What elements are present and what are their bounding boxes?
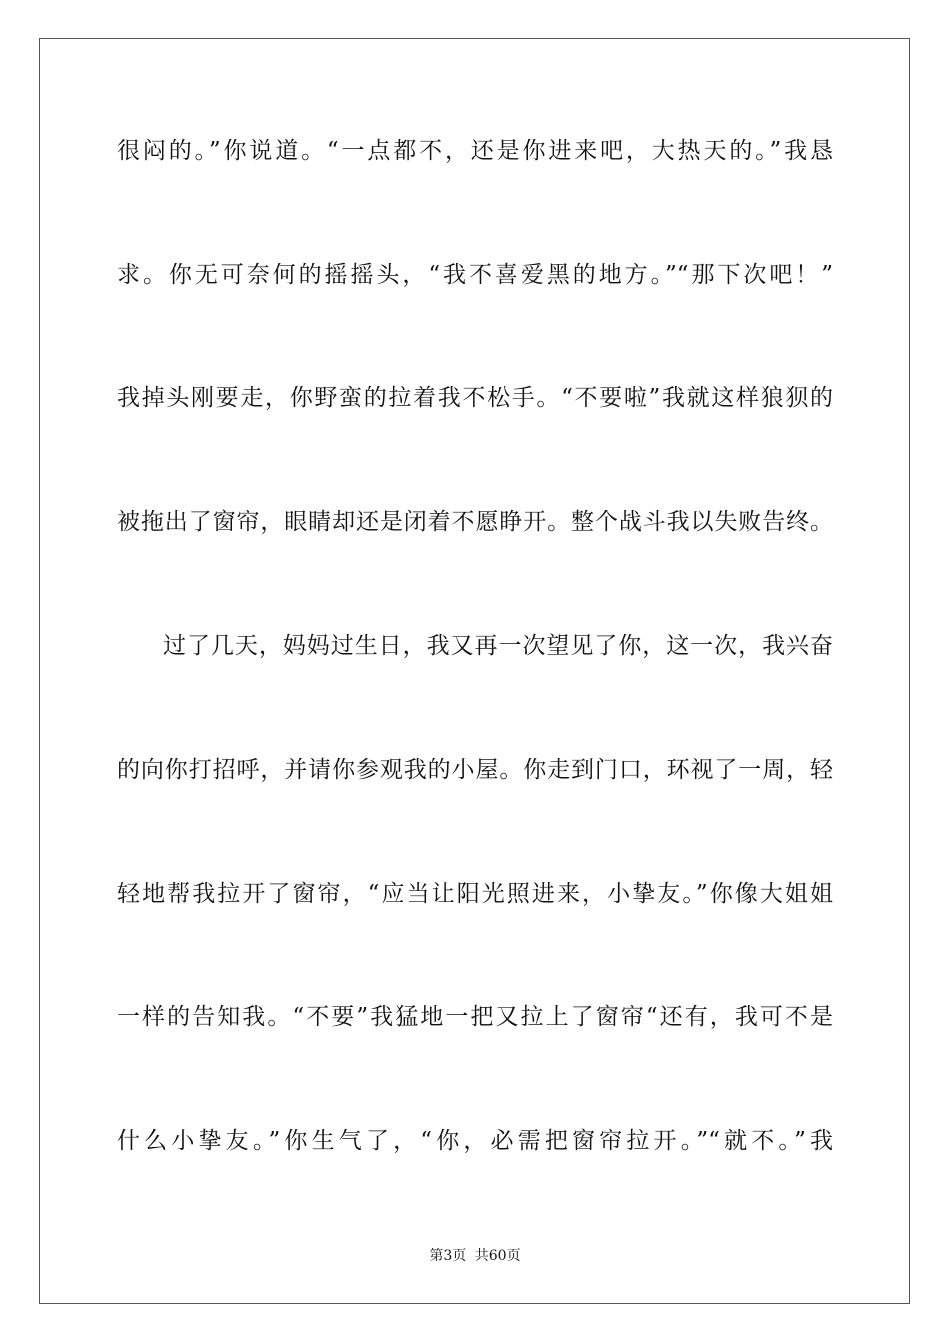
- body-text-line-4: 被拖出了窗帘，眼睛却还是闭着不愿睁开。整个战斗我以失败告终。: [117, 509, 833, 535]
- body-text-line-8: 一样的告知我。“不要”我猛地一把又拉上了窗帘“还有，我可不是: [117, 1004, 833, 1030]
- page-total: 共60页: [474, 1248, 521, 1264]
- page-footer: [0, 1246, 950, 1266]
- body-text-line-9: 什么小挚友。”你生气了，“你，必需把窗帘拉开。”“就不。”我: [117, 1128, 833, 1154]
- body-text-line-2: 求。你无可奈何的摇摇头，“我不喜爱黑的地方。”“那下次吧！”: [117, 262, 833, 288]
- page-border: [39, 38, 910, 1304]
- body-text-line-3: 我掉头刚要走，你野蛮的拉着我不松手。“不要啦”我就这样狼狈的: [117, 385, 833, 411]
- page-number: 第3页: [429, 1248, 467, 1264]
- body-text-line-7: 轻地帮我拉开了窗帘，“应当让阳光照进来，小挚友。”你像大姐姐: [117, 881, 833, 907]
- body-text-line-6: 的向你打招呼，并请你参观我的小屋。你走到门口，环视了一周，轻: [117, 757, 833, 783]
- body-text-line-1: 很闷的。”你说道。“一点都不，还是你进来吧，大热天的。”我恳: [117, 138, 833, 164]
- body-text-line-5-paragraph-start: 过了几天，妈妈过生日，我又再一次望见了你，这一次，我兴奋: [163, 633, 833, 659]
